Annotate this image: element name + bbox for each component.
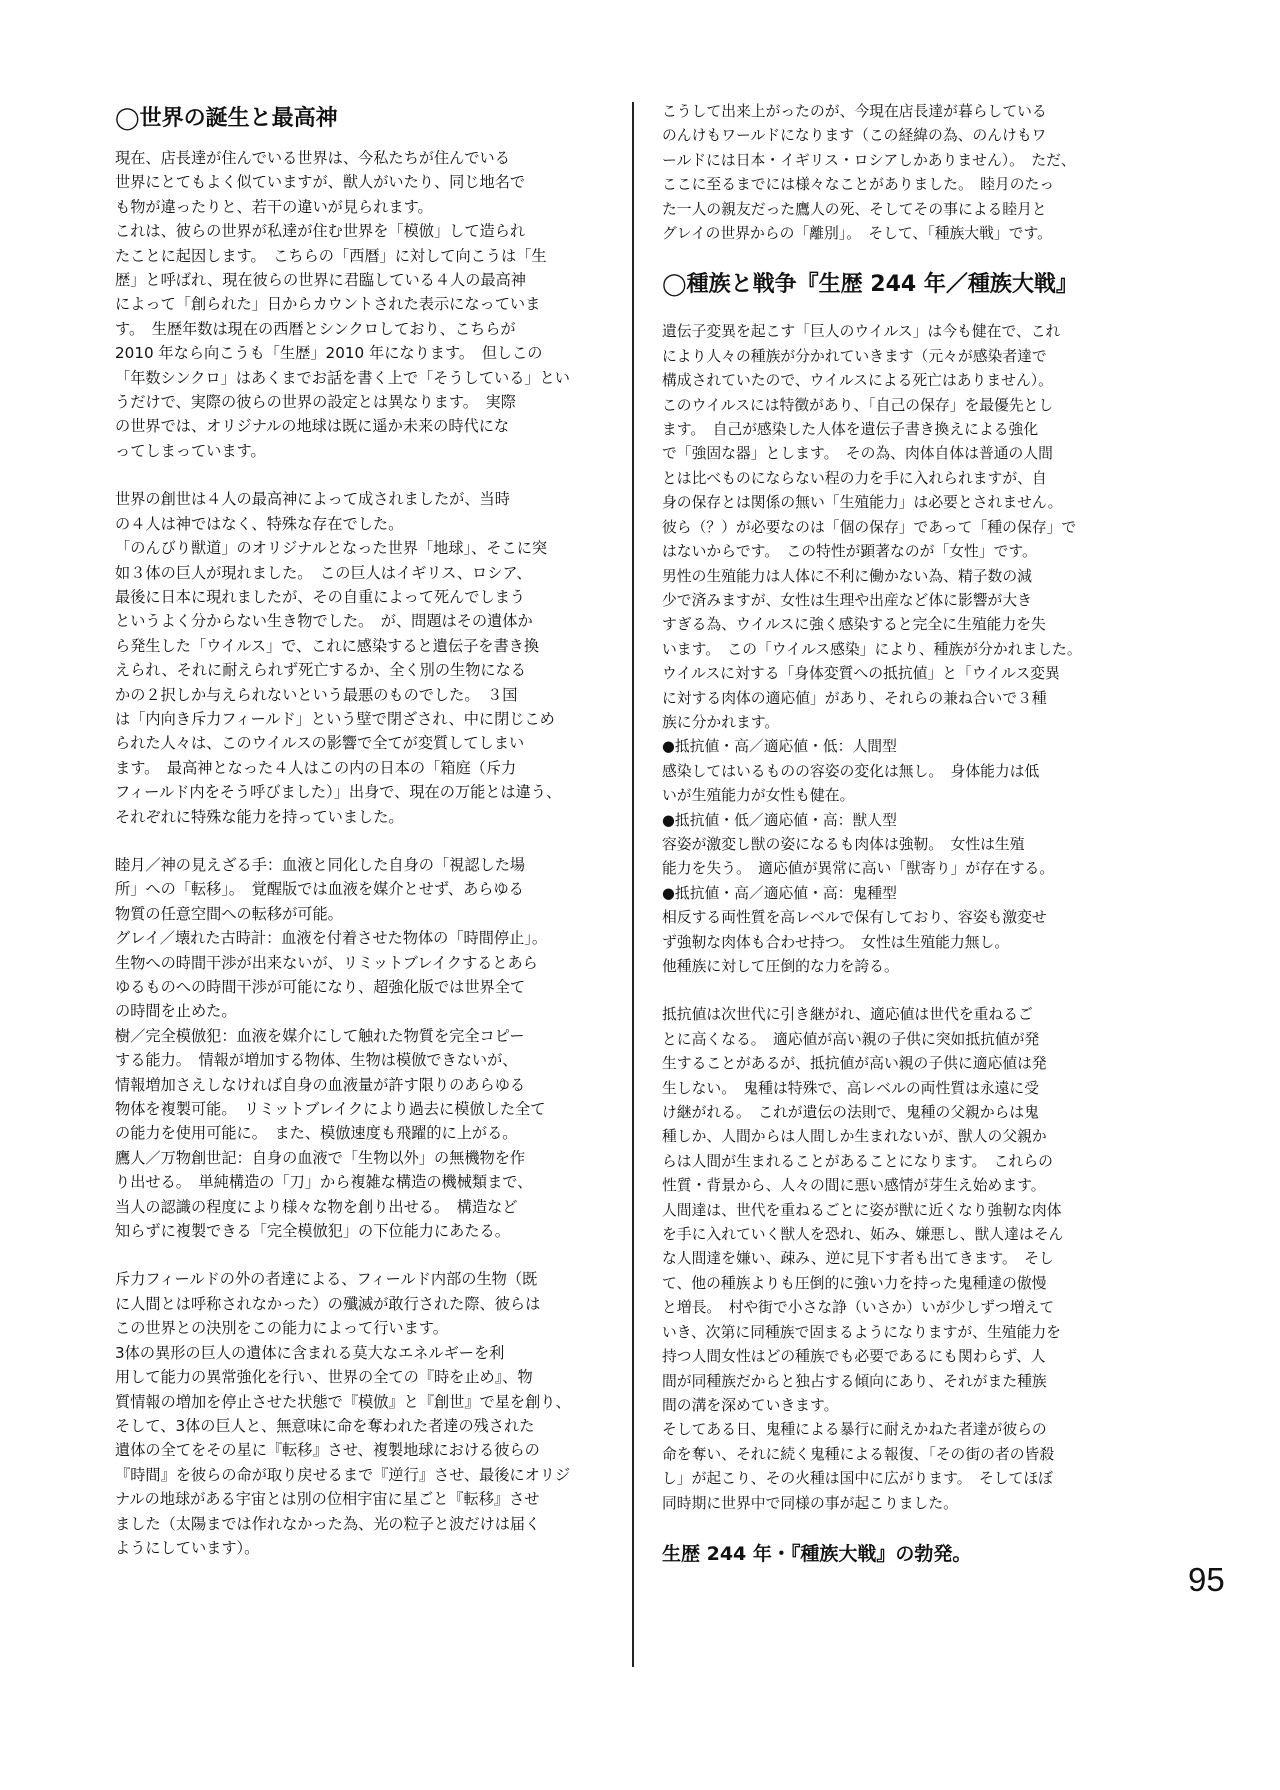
text-line: ず強靭な肉体も合わせ持つ。 女性は生殖能力無し。: [662, 933, 1010, 951]
left-paragraphs: [115, 146, 625, 1560]
text-line: ールドには日本・イギリス・ロシアしかありません）。 ただ、: [662, 151, 1076, 169]
text-line: 生物への時間干渉が出来ないが、リミットブレイクするとあら: [115, 953, 538, 972]
left-paragraph: [115, 853, 625, 1244]
text-line: これは、彼らの世界が私達が住む世界を「模倣」して造られ: [115, 222, 526, 241]
text-line: 「のんびり獣道」のオリジナルとなった世界「地球」、そこに突: [115, 539, 548, 558]
text-line: により人々の種族が分かれていきます（元々が感染者達で: [662, 347, 1047, 365]
text-line: グレイ／壊れた古時計：血液を付着させた物体の「時間停止」。: [115, 929, 548, 948]
text-line: ●抵抗値・高／適応値・低：人間型: [662, 738, 897, 756]
text-line: 種しか、人間からは人間しか生まれないが、獣人の父親か: [662, 1128, 1047, 1146]
text-line: 性質・背景から、人々の間に悪い感情が芽生え始めます。: [662, 1177, 1046, 1195]
left-column: [115, 100, 625, 1584]
text-line: 相反する両性質を高レベルで保有しており、容姿も激変せ: [662, 909, 1047, 927]
text-line: 樹／完全模倣犯：血液を媒介にして触れた物質を完全コピー: [115, 1026, 525, 1045]
text-line: 間が同種族だからと独占する傾向にあり、それがまた種族: [662, 1372, 1047, 1390]
text-line: 2010 年なら向こうも「生歴」2010 年になります。 但しこの: [115, 344, 543, 363]
text-line: ってしまっています。: [115, 441, 266, 460]
text-line: いき、次第に同種族で固まるようになりますが、生殖能力を: [662, 1323, 1061, 1341]
closing-statement: 生歴 244 年・『種族大戦』の勃発。: [662, 1542, 972, 1565]
text-line: このウイルスには特徴があり、「自己の保存」を最優先とし: [662, 396, 1054, 414]
text-line: 身の保存とは関係の無い「生殖能力」は必要とされません。: [662, 494, 1063, 512]
page-number: 95: [1188, 1561, 1225, 1598]
text-line: 命を奪い、それに続く鬼種による報復、「その街の者の皆殺: [662, 1445, 1055, 1463]
text-line: 持つ人間女性はどの種族でも必要であるにも関わらず、人: [662, 1348, 1046, 1366]
text-line: り出せる。 単純構造の「刀」から複雑な構造の機械類まで、: [115, 1173, 533, 1192]
text-line: というよく分からない生き物でした。 が、問題はその遺体か: [115, 612, 533, 631]
text-line: 同時期に世界中で同様の事が起こりました。: [662, 1494, 958, 1512]
text-line: 遺体の全てをその星に『転移』させ、複製地球における彼らの: [115, 1441, 540, 1460]
right-paragraphs: [662, 320, 1142, 1516]
text-line: 質情報の増加を停止させた状態で『模倣』と『創世』で星を創り、: [115, 1392, 571, 1411]
text-line: いが生殖能力が女性も健在。: [662, 787, 855, 805]
left-paragraph: [115, 146, 625, 463]
right-intro-paragraph: [662, 100, 1142, 246]
text-line: 構成されていたので、ウイルスによる死亡はありません）。: [662, 372, 1053, 390]
text-line: た一人の親友だった鷹人の死、そしてその事による睦月と: [662, 200, 1047, 218]
text-line: を手に入れていく獣人を恐れ、妬み、嫌悪し、獣人達はそん: [662, 1226, 1064, 1244]
text-line: 容姿が激変し獣の姿になるも肉体は強靭。 女性は生殖: [662, 835, 1025, 853]
text-line: 鷹人／万物創世記：自身の血液で「生物以外」の無機物を作: [115, 1148, 526, 1167]
text-line: グレイの世界からの「離別」。 そして、「種族大戦」です。: [662, 225, 1052, 243]
text-line: の能力を使用可能に。 また、模倣速度も飛躍的に上がる。: [115, 1124, 518, 1143]
text-line: に人間とは呼称されなかった）の殲滅が敢行された際、彼らは: [115, 1294, 541, 1313]
text-line: し」が起こり、その火種は国中に広がります。 そしてほぼ: [662, 1470, 1053, 1488]
text-line: 族に分かれます。: [662, 713, 780, 731]
text-line: ら発生した「ウイルス」で、これに感染すると遺伝子を書き換: [115, 636, 540, 655]
text-line: 当人の認識の程度により様々な物を創り出せる。 構造など: [115, 1197, 518, 1216]
text-line: います。 この「ウイルス感染」により、種族が分かれました。: [662, 640, 1082, 658]
text-line: と増長。 村や街で小さな諍（いさか）いが少しずつ増えて: [662, 1299, 1055, 1317]
text-line: こうして出来上がったのが、今現在店長達が暮らしている: [662, 103, 1047, 120]
text-line: 歴」と呼ばれ、現在彼らの世界に君臨している４人の最高神: [115, 271, 526, 290]
text-line: ここに至るまでには様々なことがありました。 睦月のたっ: [662, 176, 1055, 194]
text-line: 間の溝を深めていきます。: [662, 1396, 839, 1414]
text-line: 用して能力の異常強化を行い、世界の全ての『時を止め』、物: [115, 1368, 533, 1387]
text-line: そしてある日、鬼種による暴行に耐えかねた者達が彼らの: [662, 1421, 1047, 1439]
text-line: はないからです。 この特性が顕著なのが「女性」です。: [662, 543, 1037, 561]
right-column: [662, 100, 1142, 1568]
text-line: 所」への「転移」。 覚醒版では血液を媒介とせず、あらゆる: [115, 880, 524, 899]
text-line: うだけで、実際の彼らの世界の設定とは異なります。 実際: [115, 393, 516, 412]
text-line: 能力を失う。 適応値が異常に高い「獣寄り」が存在する。: [662, 860, 1055, 878]
text-line: 遺伝子変異を起こす「巨人のウイルス」は今も健在で、これ: [662, 323, 1061, 341]
text-line: られた人々は、このウイルスの影響で全てが変質してしまい: [115, 734, 525, 753]
text-line: ウイルスに対する「身体変質への抵抗値」と「ウイルス変異: [662, 665, 1060, 683]
text-line: かの２択しか与えられないという最悪のものでした。 ３国: [115, 685, 518, 704]
section-heading-races-war: ◯種族と戦争『生歴 244 年／種族大戦』: [662, 272, 1078, 298]
text-line: の時間を止めた。: [115, 1002, 237, 1021]
text-line: は「内向き斥力フィールド」という壁で閉ざされ、中に閉じこめ: [115, 709, 555, 728]
text-line: 人間達は、世代を重ねるごとに姿が獣に近くなり強靭な肉体: [662, 1201, 1062, 1219]
text-line: 物体を複製可能。 リミットブレイクにより過去に模倣した全て: [115, 1100, 546, 1119]
section-heading-world-birth: ◯世界の誕生と最高神: [115, 106, 338, 131]
text-line: すぎる為、ウイルスに強く感染すると完全に生殖能力を失: [662, 616, 1046, 634]
text-line: な人間達を嫌い、疎み、逆に見下す者も出てきます。 そし: [662, 1250, 1054, 1268]
text-line: で「強固な器」とします。 その為、肉体自体は普通の人間: [662, 445, 1053, 463]
right-paragraph: [662, 1003, 1142, 1516]
left-paragraph: [115, 487, 625, 829]
text-line: ようにしています）。: [115, 1538, 260, 1557]
text-line: 情報増加さえしなければ自身の血液量が許す限りのあらゆる: [115, 1075, 526, 1094]
text-line: も物が違ったりと、若干の違いが見られます。: [115, 197, 433, 216]
text-line: 知らずに複製できる「完全模倣犯」の下位能力にあたる。: [115, 1222, 510, 1241]
text-line: 睦月／神の見えざる手：血液と同化した自身の「視認した場: [115, 855, 526, 874]
text-line: ます。 最高神となった４人はこの内の日本の「箱庭（斥力: [115, 758, 517, 777]
text-line: 感染してはいるものの容姿の変化は無し。 身体能力は低: [662, 762, 1040, 780]
text-line: す。 生歴年数は現在の西暦とシンクロしており、こちらが: [115, 319, 516, 338]
text-line: そして、3体の巨人と、無意味に命を奪われた者達の残された: [115, 1416, 535, 1435]
text-line: に対する肉体の適応値」があり、それらの兼ね合いで３種: [662, 689, 1047, 707]
text-line: によって「創られた」日からカウントされた表示になっていま: [115, 295, 541, 314]
column-divider: [632, 102, 634, 1667]
text-line: の４人は神ではなく、特殊な存在でした。: [115, 514, 404, 533]
text-line: らは人間が生まれることがあることになります。 これらの: [662, 1152, 1053, 1170]
text-line: 彼ら（？）が必要なのは「個の保存」であって「種の保存」で: [662, 518, 1077, 536]
text-line: 他種族に対して圧倒的な力を誇る。: [662, 958, 899, 975]
text-line: とに高くなる。 適応値が高い親の子供に突如抵抗値が発: [662, 1030, 1040, 1048]
text-line: それぞれに特殊な能力を持っていました。: [115, 807, 404, 826]
text-line: のんけもワールドになります（この経緯の為、のんけもワ: [662, 127, 1047, 145]
text-line: 世界にとてもよく似ていますが、獣人がいたり、同じ地名で: [115, 173, 526, 192]
text-line: 抵抗値は次世代に引き継がれ、適応値は世代を重ねるご: [662, 1006, 1033, 1024]
text-line: 現在、店長達が住んでいる世界は、今私たちが住んでいる: [115, 149, 510, 167]
text-line: け継がれる。 これが遺伝の法則で、鬼種の父親からは鬼: [662, 1104, 1040, 1122]
text-line: 「年数シンクロ」はあくまでお話を書く上で「そうしている」とい: [115, 368, 570, 387]
text-line: 如３体の巨人が現れました。 この巨人はイギリス、ロシア、: [115, 563, 532, 582]
text-line: の世界では、オリジナルの地球は既に遥か未来の時代にな: [115, 417, 510, 436]
text-line: 3体の異形の巨人の遺体に含まれる莫大なエネルギーを利: [115, 1343, 505, 1362]
text-line: ●抵抗値・高／適応値・高：鬼種型: [662, 884, 897, 902]
text-line: 世界の創世は４人の最高神によって成されましたが、当時: [115, 490, 510, 509]
right-paragraph: [662, 320, 1142, 979]
text-line: ゆるものへの時間干渉が可能になり、超強化版では世界全て: [115, 978, 526, 996]
text-line: 少で済みますが、女性は生理や出産など体に影響が大き: [662, 591, 1032, 609]
text-line: たことに起因します。 こちらの「西暦」に対して向こうは「生: [115, 246, 547, 265]
text-line: 斥力フィールドの外の者達による、フィールド内部の生物（既: [115, 1270, 538, 1289]
text-line: この世界との決別をこの能力によって行います。: [115, 1319, 448, 1338]
text-line: とは比べものにならない程の力を手に入れられますが、自: [662, 469, 1047, 487]
text-line: ●抵抗値・低／適応値・高：獣人型: [662, 811, 897, 829]
text-line: する能力。 情報が増加する物体、生物は模倣できないが、: [115, 1051, 518, 1070]
text-line: 『時間』を彼らの命が取り戻せるまで『逆行』させ、最後にオリジ: [115, 1465, 571, 1484]
text-line: 男性の生殖能力は人体に不利に働かない為、精子数の減: [662, 567, 1032, 585]
left-paragraph: [115, 1267, 625, 1560]
text-line: ました（太陽までは作れなかった為、光の粒子と波だけは届く: [115, 1514, 541, 1533]
text-line: えられ、それに耐えられず死亡するか、全く別の生物になる: [115, 661, 526, 680]
text-line: 物質の任意空間への転移が可能。: [115, 904, 343, 923]
text-line: ナルの地球がある宇宙とは別の位相宇宙に星ごと『転移』させ: [115, 1490, 540, 1509]
text-line: 生することがあるが、抵抗値が高い親の子供に適応値は発: [662, 1055, 1047, 1073]
text-line: 生しない。 鬼種は特殊で、高レベルの両性質は永遠に受: [662, 1079, 1040, 1097]
text-line: て、他の種族よりも圧倒的に強い力を持った鬼種達の傲慢: [662, 1274, 1047, 1292]
text-line: 最後に日本に現れましたが、その自重によって死んでしまう: [115, 587, 526, 606]
text-line: フィールド内をそう呼びました）」出身で、現在の万能とは違う、: [115, 783, 562, 802]
text-line: ます。 自己が感染した人体を遺伝子書き換えによる強化: [662, 421, 1039, 439]
